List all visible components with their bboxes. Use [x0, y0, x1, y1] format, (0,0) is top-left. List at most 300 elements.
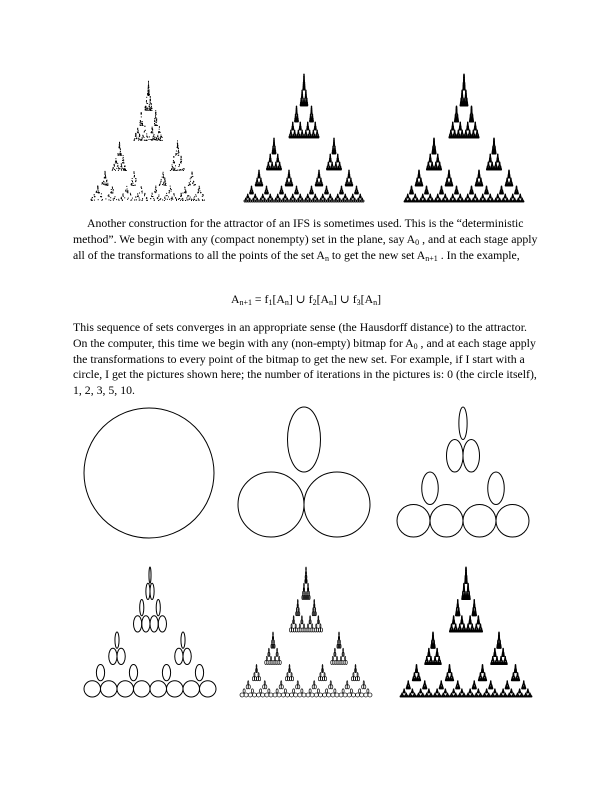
attractor-cell [412, 201, 413, 202]
attractor-cell [492, 163, 493, 164]
attractor-cell [426, 201, 427, 202]
ellipse-copy [304, 583, 305, 587]
attractor-cell [494, 139, 495, 140]
attractor-cell [449, 175, 450, 176]
attractor-cell [438, 167, 439, 168]
attractor-cell [290, 136, 291, 138]
attractor-cell [450, 670, 451, 671]
attractor-cell [512, 185, 513, 186]
attractor-cell [478, 137, 479, 138]
attractor-cell [507, 179, 508, 180]
attractor-cell [312, 112, 313, 114]
attractor-cell [454, 137, 455, 138]
attractor-cell [476, 183, 477, 184]
attractor-cell [457, 201, 458, 202]
attractor-cell [472, 201, 473, 202]
attractor-cell [429, 201, 430, 202]
attractor-cell [451, 199, 452, 200]
attractor-cell [473, 121, 474, 122]
attractor-cell [452, 629, 453, 630]
attractor-cell [466, 99, 467, 100]
attractor-cell [434, 645, 435, 646]
attractor-cell [461, 129, 462, 130]
ellipse-copy [266, 656, 267, 660]
attractor-cell [500, 165, 501, 166]
attractor-cell [455, 117, 456, 118]
attractor-cell [458, 605, 459, 606]
attractor-cell [480, 183, 481, 184]
attractor-cell [275, 152, 276, 154]
attractor-cell [250, 200, 252, 202]
attractor-cell [462, 131, 463, 132]
attractor-cell [273, 152, 274, 154]
attractor-cell [475, 123, 476, 124]
attractor-cell [317, 200, 319, 202]
attractor-cell [427, 657, 428, 658]
attractor-cell [473, 133, 474, 134]
attractor-cell [519, 201, 520, 202]
ellipse-copy [134, 681, 151, 697]
ellipse-copy [320, 677, 322, 681]
attractor-cell [456, 109, 457, 110]
attractor-cell [436, 163, 437, 164]
attractor-cell [274, 140, 275, 142]
attractor-cell [480, 201, 481, 202]
ellipse-copy [305, 595, 306, 599]
attractor-cell [333, 168, 334, 170]
attractor-cell [453, 129, 454, 130]
ellipse-copy [301, 616, 302, 620]
attractor-cell [463, 201, 464, 202]
ellipse-copy [338, 640, 339, 644]
attractor-cell [515, 666, 516, 667]
attractor-cell [499, 163, 500, 164]
attractor-cell [498, 167, 499, 168]
attractor-cell [501, 694, 502, 695]
attractor-cell [462, 133, 463, 134]
attractor-cell [442, 686, 443, 687]
attractor-cell [472, 115, 473, 116]
ellipse-copy [313, 612, 314, 616]
ellipse-copy [275, 660, 277, 664]
attractor-cell [452, 185, 453, 186]
ellipse-copy [261, 693, 265, 697]
ellipse-copy [305, 575, 306, 579]
ellipse-copy [317, 689, 319, 693]
attractor-cell [418, 674, 419, 675]
attractor-cell [460, 125, 461, 126]
attractor-cell [455, 133, 456, 134]
attractor-cell [419, 177, 420, 178]
attractor-cell [349, 176, 350, 178]
attractor-cell [432, 165, 433, 166]
attractor-cell [304, 76, 305, 78]
attractor-cell [467, 592, 468, 593]
attractor-cell [444, 201, 445, 202]
attractor-cell [472, 135, 473, 136]
attractor-cell [286, 184, 287, 186]
attractor-cell [517, 189, 518, 190]
attractor-cell [308, 124, 309, 126]
attractor-cell [310, 116, 311, 118]
attractor-cell [464, 85, 465, 86]
attractor-cell [455, 199, 456, 200]
attractor-cell [472, 117, 473, 118]
attractor-cell [323, 196, 324, 198]
attractor-cell [471, 201, 472, 202]
attractor-cell [336, 200, 338, 202]
ellipse-copy [347, 681, 348, 685]
attractor-cell [312, 116, 313, 118]
attractor-cell [463, 101, 464, 102]
attractor-cell [526, 694, 527, 695]
attractor-cell [246, 200, 248, 202]
attractor-cell [408, 682, 409, 683]
attractor-cell [278, 156, 279, 158]
attractor-cell [425, 191, 426, 192]
attractor-cell [512, 678, 513, 679]
attractor-cell [479, 173, 480, 174]
attractor-cell [461, 99, 462, 100]
attractor-cell [451, 131, 452, 132]
attractor-cell [517, 191, 518, 192]
attractor-cell [501, 193, 502, 194]
attractor-cell [327, 168, 328, 170]
attractor-cell [268, 164, 269, 166]
attractor-cell [474, 601, 475, 602]
ellipse-copy [149, 567, 151, 583]
attractor-cell [457, 601, 458, 602]
ellipse-copy [290, 693, 294, 697]
attractor-cell [318, 136, 319, 138]
attractor-cell [451, 179, 452, 180]
attractor-cell [528, 690, 529, 691]
attractor-cell [350, 184, 351, 186]
attractor-cell [451, 181, 452, 182]
attractor-cell [270, 196, 271, 198]
ellipse-copy [268, 648, 269, 652]
ellipse-copy [167, 681, 184, 697]
attractor-cell [462, 617, 463, 618]
attractor-cell [405, 201, 406, 202]
attractor-cell [426, 686, 427, 687]
ellipse-copy [271, 660, 273, 664]
attractor-cell [328, 164, 329, 166]
attractor-cell [320, 184, 321, 186]
attractor-cell [280, 164, 281, 166]
attractor-cell [409, 686, 410, 687]
attractor-cell [309, 136, 310, 138]
attractor-cell [450, 137, 451, 138]
attractor-cell [288, 184, 289, 186]
attractor-cell [335, 168, 336, 170]
attractor-cell [438, 661, 439, 662]
attractor-cell [500, 645, 501, 646]
attractor-cell [490, 195, 491, 196]
attractor-cell [466, 572, 467, 573]
attractor-cell [408, 197, 409, 198]
attractor-cell [471, 137, 472, 138]
attractor-cell [469, 592, 470, 593]
ellipse-copy [330, 681, 331, 685]
ellipse-copy [248, 681, 249, 685]
attractor-cell [416, 197, 417, 198]
attractor-cell [522, 686, 523, 687]
ellipse-copy [162, 665, 170, 681]
attractor-cell [464, 625, 465, 626]
attractor-cell [514, 678, 515, 679]
attractor-cell [458, 133, 459, 134]
attractor-cell [299, 136, 300, 138]
ellipse-copy [279, 656, 280, 660]
attractor-cell [306, 92, 307, 94]
attractor-cell [484, 694, 485, 695]
attractor-cell [458, 121, 459, 122]
attractor-cell [485, 199, 486, 200]
attractor-cell [477, 181, 478, 182]
attractor-cell [521, 197, 522, 198]
attractor-cell [281, 192, 282, 194]
attractor-cell [340, 200, 342, 202]
ellipse-copy [324, 673, 325, 677]
ellipse-copy [129, 665, 137, 681]
attractor-cell [433, 637, 434, 638]
attractor-cell [440, 165, 441, 166]
attractor-cell [348, 184, 349, 186]
attractor-cell [507, 185, 508, 186]
attractor-cell [499, 169, 500, 170]
attractor-cell [508, 201, 509, 202]
attractor-cell [457, 682, 458, 683]
ellipse-copy [307, 595, 308, 599]
attractor-cell [330, 156, 331, 158]
ellipse-copy [341, 656, 342, 660]
attractor-cell [494, 141, 495, 142]
attractor-cell [467, 201, 468, 202]
attractor-cell [335, 152, 336, 154]
attractor-cell [462, 105, 463, 106]
ellipse-copy [360, 693, 364, 697]
ellipse-copy [340, 644, 341, 648]
attractor-cell [488, 193, 489, 194]
attractor-cell [443, 199, 444, 200]
attractor-cell [456, 137, 457, 138]
attractor-cell [310, 200, 312, 202]
attractor-cell [442, 201, 443, 202]
ellipse-copy [338, 644, 339, 648]
attractor-cell [311, 108, 312, 110]
attractor-cell [446, 201, 447, 202]
ellipse-copy [332, 656, 333, 660]
attractor-cell [362, 200, 364, 202]
ellipse-copy [304, 628, 306, 632]
attractor-cell [433, 201, 434, 202]
attractor-cell [432, 199, 433, 200]
attractor-cell [297, 136, 298, 138]
attractor-cell [415, 678, 416, 679]
attractor-cell [452, 678, 453, 679]
attractor-cell [260, 184, 261, 186]
attractor-cell [438, 161, 439, 162]
attractor-cell [460, 137, 461, 138]
attractor-cell [498, 641, 499, 642]
attractor-cell [297, 116, 298, 118]
attractor-cell [497, 657, 498, 658]
attractor-cell [280, 200, 282, 202]
attractor-cell [316, 128, 317, 130]
attractor-cell [503, 649, 504, 650]
attractor-cell [263, 196, 264, 198]
attractor-set [404, 74, 524, 202]
attractor-cell [461, 197, 462, 198]
ellipse-copy [269, 693, 273, 697]
attractor-cell [338, 156, 339, 158]
attractor-cell [358, 200, 360, 202]
attractor-cell [349, 172, 350, 174]
attractor-cell [463, 592, 464, 593]
attractor-cell [497, 155, 498, 156]
ellipse-copy [238, 472, 304, 537]
attractor-cell [360, 196, 361, 198]
attractor-cell [347, 200, 349, 202]
attractor-cell [452, 201, 453, 202]
attractor-cell [472, 694, 473, 695]
paragraph-deterministic-method: Another construction for the attractor of an IFS is sometimes used. This is the “deterministic method”. We begin with any (compact nonempty) set in the plane, say $A_0$ , and at each stage apply all of the transformations to all the points of the set $A_n$ to get the new set $A_{n+1}$ . In the example, [73, 216, 538, 263]
attractor-cell [474, 135, 475, 136]
attractor-cell [457, 115, 458, 116]
attractor-cell [412, 690, 413, 691]
attractor-cell [439, 201, 440, 202]
ellipse-copy [345, 656, 346, 660]
ellipse-copy [285, 693, 289, 697]
attractor-cell [477, 137, 478, 138]
attractor-cell [508, 686, 509, 687]
ellipse-copy [306, 693, 310, 697]
attractor-cell [281, 188, 282, 190]
attractor-cell [259, 176, 260, 178]
ellipse-copy [101, 681, 118, 697]
attractor-cell [456, 201, 457, 202]
attractor-cell [289, 172, 290, 174]
attractor-cell [326, 192, 327, 194]
iteration-equation: $A_{n+1} = f_1[A_n]$ ∪ $f_2[A_n]$ ∪ $f_3[A_n]$ [230, 292, 382, 307]
attractor-cell [295, 132, 296, 134]
attractor-cell [253, 200, 255, 202]
attractor-cell [313, 132, 314, 134]
attractor-cell [486, 201, 487, 202]
attractor-cell [495, 653, 496, 654]
attractor-cell [269, 168, 270, 170]
attractor-cell [436, 661, 437, 662]
attractor-cell [502, 191, 503, 192]
attractor-cell [261, 180, 262, 182]
ellipse-copy [277, 693, 281, 697]
attractor-cell [517, 674, 518, 675]
attractor-cell [505, 195, 506, 196]
ellipse-copy [314, 693, 318, 697]
attractor-cell [428, 165, 429, 166]
attractor-cell [461, 135, 462, 136]
attractor-cell [437, 653, 438, 654]
attractor-cell [450, 183, 451, 184]
attractor-cell [417, 670, 418, 671]
attractor-cell [301, 100, 302, 102]
attractor-cell [518, 199, 519, 200]
attractor-cell [427, 167, 428, 168]
attractor-cell [273, 148, 274, 150]
ellipse-copy [275, 656, 276, 660]
attractor-cell [461, 201, 462, 202]
ellipse-copy [84, 408, 214, 538]
attractor-cell [248, 196, 249, 198]
attractor-cell [417, 179, 418, 180]
attractor-cell [437, 167, 438, 168]
ellipse-copy [306, 567, 307, 571]
attractor-cell [430, 195, 431, 196]
attractor-cell [447, 674, 448, 675]
attractor-cell [428, 169, 429, 170]
ellipse-copy [248, 685, 250, 689]
attractor-cell [479, 678, 480, 679]
attractor-cell [428, 661, 429, 662]
attractor-cell [296, 120, 297, 122]
attractor-cell [469, 131, 470, 132]
attractor-cell [503, 653, 504, 654]
attractor-cell [513, 197, 514, 198]
attractor-cell [486, 187, 487, 188]
attractor-cell [432, 661, 433, 662]
attractor-cell [501, 187, 502, 188]
attractor-cell [471, 629, 472, 630]
ellipse-copy [298, 693, 302, 697]
attractor-cell [252, 192, 253, 194]
attractor-cell [341, 192, 342, 194]
attractor-cell [516, 187, 517, 188]
attractor-cell [339, 168, 340, 170]
attractor-cell [447, 179, 448, 180]
ellipse-set [238, 407, 370, 537]
attractor-cell [467, 137, 468, 138]
attractor-cell [294, 136, 295, 138]
attractor-cell [303, 100, 304, 102]
ellipse-copy [272, 640, 273, 644]
ellipse-copy [200, 681, 217, 697]
attractor-cell [462, 199, 463, 200]
attractor-cell [435, 201, 436, 202]
attractor-cell [461, 101, 462, 102]
ellipse-copy [277, 652, 278, 656]
ellipse-copy [336, 656, 337, 660]
attractor-cell [426, 187, 427, 188]
ellipse-copy [265, 685, 267, 689]
ellipse-copy [281, 685, 283, 689]
attractor-cell [418, 694, 419, 695]
attractor-cell [475, 125, 476, 126]
attractor-cell [475, 195, 476, 196]
attractor-cell [501, 657, 502, 658]
attractor-cell [307, 104, 308, 106]
attractor-cell [481, 199, 482, 200]
attractor-cell [418, 185, 419, 186]
circle-iteration-3-figure [82, 565, 218, 699]
attractor-cell [431, 201, 432, 202]
ellipse-copy [320, 673, 321, 677]
attractor-cell [272, 200, 274, 202]
attractor-cell [432, 163, 433, 164]
attractor-cell [433, 151, 434, 152]
attractor-cell [518, 678, 519, 679]
attractor-cell [464, 105, 465, 106]
